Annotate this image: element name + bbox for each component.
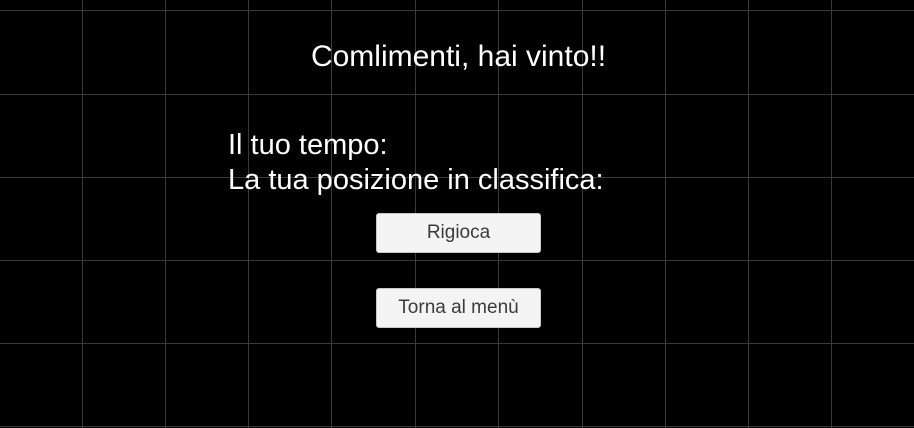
grid-line-horizontal [0,260,914,261]
victory-title: Comlimenti, hai vinto!! [310,40,607,73]
replay-button[interactable]: Rigioca [376,213,541,253]
rank-label: La tua posizione in classifica: [228,164,604,196]
grid-line-horizontal [0,343,914,344]
back-to-menu-button[interactable]: Torna al menù [376,288,541,328]
grid-line-horizontal [0,426,914,427]
time-label: Il tuo tempo: [228,129,388,161]
grid-line-horizontal [0,10,914,11]
grid-line-horizontal [0,94,914,95]
